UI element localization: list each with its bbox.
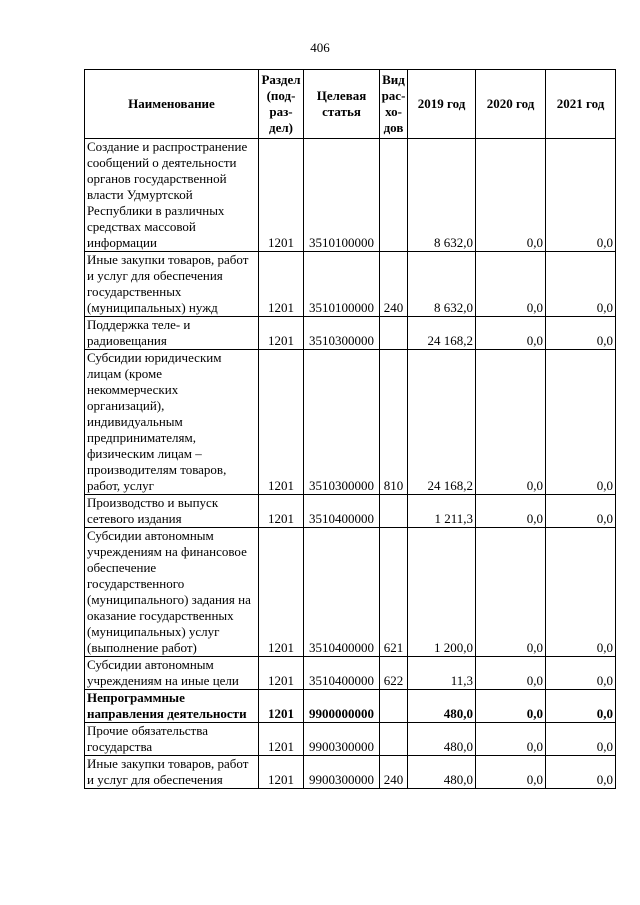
cell-name: Иные закупки товаров, работ и услуг для обеспечения государственных (муниципальных) нужд: [85, 252, 259, 317]
cell-name: Производство и выпуск сетевого издания: [85, 495, 259, 528]
table-row: [85, 495, 616, 528]
cell-2021: 0,0: [546, 495, 616, 528]
cell-name: Иные закупки товаров, работ и услуг для обеспечения: [85, 756, 259, 789]
header-2021: 2021 год: [546, 70, 616, 139]
cell-2020: 0,0: [476, 690, 546, 723]
cell-2021: 0,0: [546, 317, 616, 350]
table-row: [85, 528, 616, 657]
cell-name: Субсидии автономным учреждениям на иные цели: [85, 657, 259, 690]
cell-2021: 0,0: [546, 528, 616, 657]
cell-2019: 480,0: [408, 723, 476, 756]
cell-name: Создание и распространение сообщений о деятельности органов государственной власти Удмуртской Республики в различных средствах массовой информации: [85, 139, 259, 252]
cell-2021: 0,0: [546, 139, 616, 252]
cell-target: 3510300000: [304, 317, 380, 350]
cell-target: 9900300000: [304, 723, 380, 756]
cell-target: 3510100000: [304, 139, 380, 252]
cell-vid: 622: [380, 657, 408, 690]
cell-2020: 0,0: [476, 350, 546, 495]
cell-section: 1201: [259, 528, 304, 657]
cell-vid: 240: [380, 756, 408, 789]
cell-2020: 0,0: [476, 723, 546, 756]
cell-target: 9900300000: [304, 756, 380, 789]
cell-2021: 0,0: [546, 723, 616, 756]
cell-vid: 240: [380, 252, 408, 317]
cell-2021: 0,0: [546, 252, 616, 317]
cell-target: 3510100000: [304, 252, 380, 317]
cell-2020: 0,0: [476, 139, 546, 252]
cell-name: Прочие обязательства государства: [85, 723, 259, 756]
cell-2020: 0,0: [476, 495, 546, 528]
table-row: [85, 723, 616, 756]
cell-name: Поддержка теле- и радиовещания: [85, 317, 259, 350]
cell-2021: 0,0: [546, 690, 616, 723]
table-row: [85, 690, 616, 723]
cell-target: 3510300000: [304, 350, 380, 495]
cell-section: 1201: [259, 657, 304, 690]
cell-2020: 0,0: [476, 252, 546, 317]
cell-vid: 621: [380, 528, 408, 657]
cell-section: 1201: [259, 756, 304, 789]
cell-2020: 0,0: [476, 657, 546, 690]
table-row: [85, 252, 616, 317]
cell-target: 3510400000: [304, 657, 380, 690]
cell-target: 3510400000: [304, 495, 380, 528]
header-2020: 2020 год: [476, 70, 546, 139]
cell-name: Субсидии автономным учреждениям на финансовое обеспечение государственного (муниципального) задания на оказание государственных (муниципальных) услуг (выполнение работ): [85, 528, 259, 657]
cell-2021: 0,0: [546, 756, 616, 789]
page-number: 406: [310, 40, 330, 55]
cell-section: 1201: [259, 139, 304, 252]
cell-target: 9900000000: [304, 690, 380, 723]
cell-2019: 24 168,2: [408, 317, 476, 350]
cell-section: 1201: [259, 252, 304, 317]
cell-vid: [380, 317, 408, 350]
table-row: [85, 139, 616, 252]
cell-2019: 11,3: [408, 657, 476, 690]
cell-2019: 480,0: [408, 690, 476, 723]
cell-2019: 24 168,2: [408, 350, 476, 495]
cell-2019: 8 632,0: [408, 252, 476, 317]
cell-name: Непрограммные направления деятельности: [85, 690, 259, 723]
cell-2019: 8 632,0: [408, 139, 476, 252]
header-target: Целевая статья: [304, 70, 380, 139]
cell-2019: 480,0: [408, 756, 476, 789]
cell-section: 1201: [259, 723, 304, 756]
cell-vid: [380, 139, 408, 252]
cell-name: Субсидии юридическим лицам (кроме некоммерческих организаций), индивидуальным предпринимателям, физическим лицам – производителям товаров, работ, услуг: [85, 350, 259, 495]
table-row: [85, 756, 616, 789]
cell-2019: 1 211,3: [408, 495, 476, 528]
header-2019: 2019 год: [408, 70, 476, 139]
table-header-row: [85, 70, 616, 139]
cell-vid: [380, 495, 408, 528]
budget-table: [84, 69, 616, 789]
cell-vid: [380, 690, 408, 723]
cell-2021: 0,0: [546, 350, 616, 495]
cell-section: 1201: [259, 690, 304, 723]
cell-section: 1201: [259, 317, 304, 350]
cell-vid: 810: [380, 350, 408, 495]
header-name: Наименование: [85, 70, 259, 139]
cell-section: 1201: [259, 350, 304, 495]
table-row: [85, 317, 616, 350]
cell-2020: 0,0: [476, 528, 546, 657]
cell-target: 3510400000: [304, 528, 380, 657]
table-row: [85, 350, 616, 495]
cell-vid: [380, 723, 408, 756]
cell-2021: 0,0: [546, 657, 616, 690]
header-section: Раздел (под-раз-дел): [259, 70, 304, 139]
cell-2020: 0,0: [476, 317, 546, 350]
header-vid: Вид рас-хо-дов: [380, 70, 408, 139]
table-row: [85, 657, 616, 690]
cell-2020: 0,0: [476, 756, 546, 789]
cell-section: 1201: [259, 495, 304, 528]
cell-2019: 1 200,0: [408, 528, 476, 657]
